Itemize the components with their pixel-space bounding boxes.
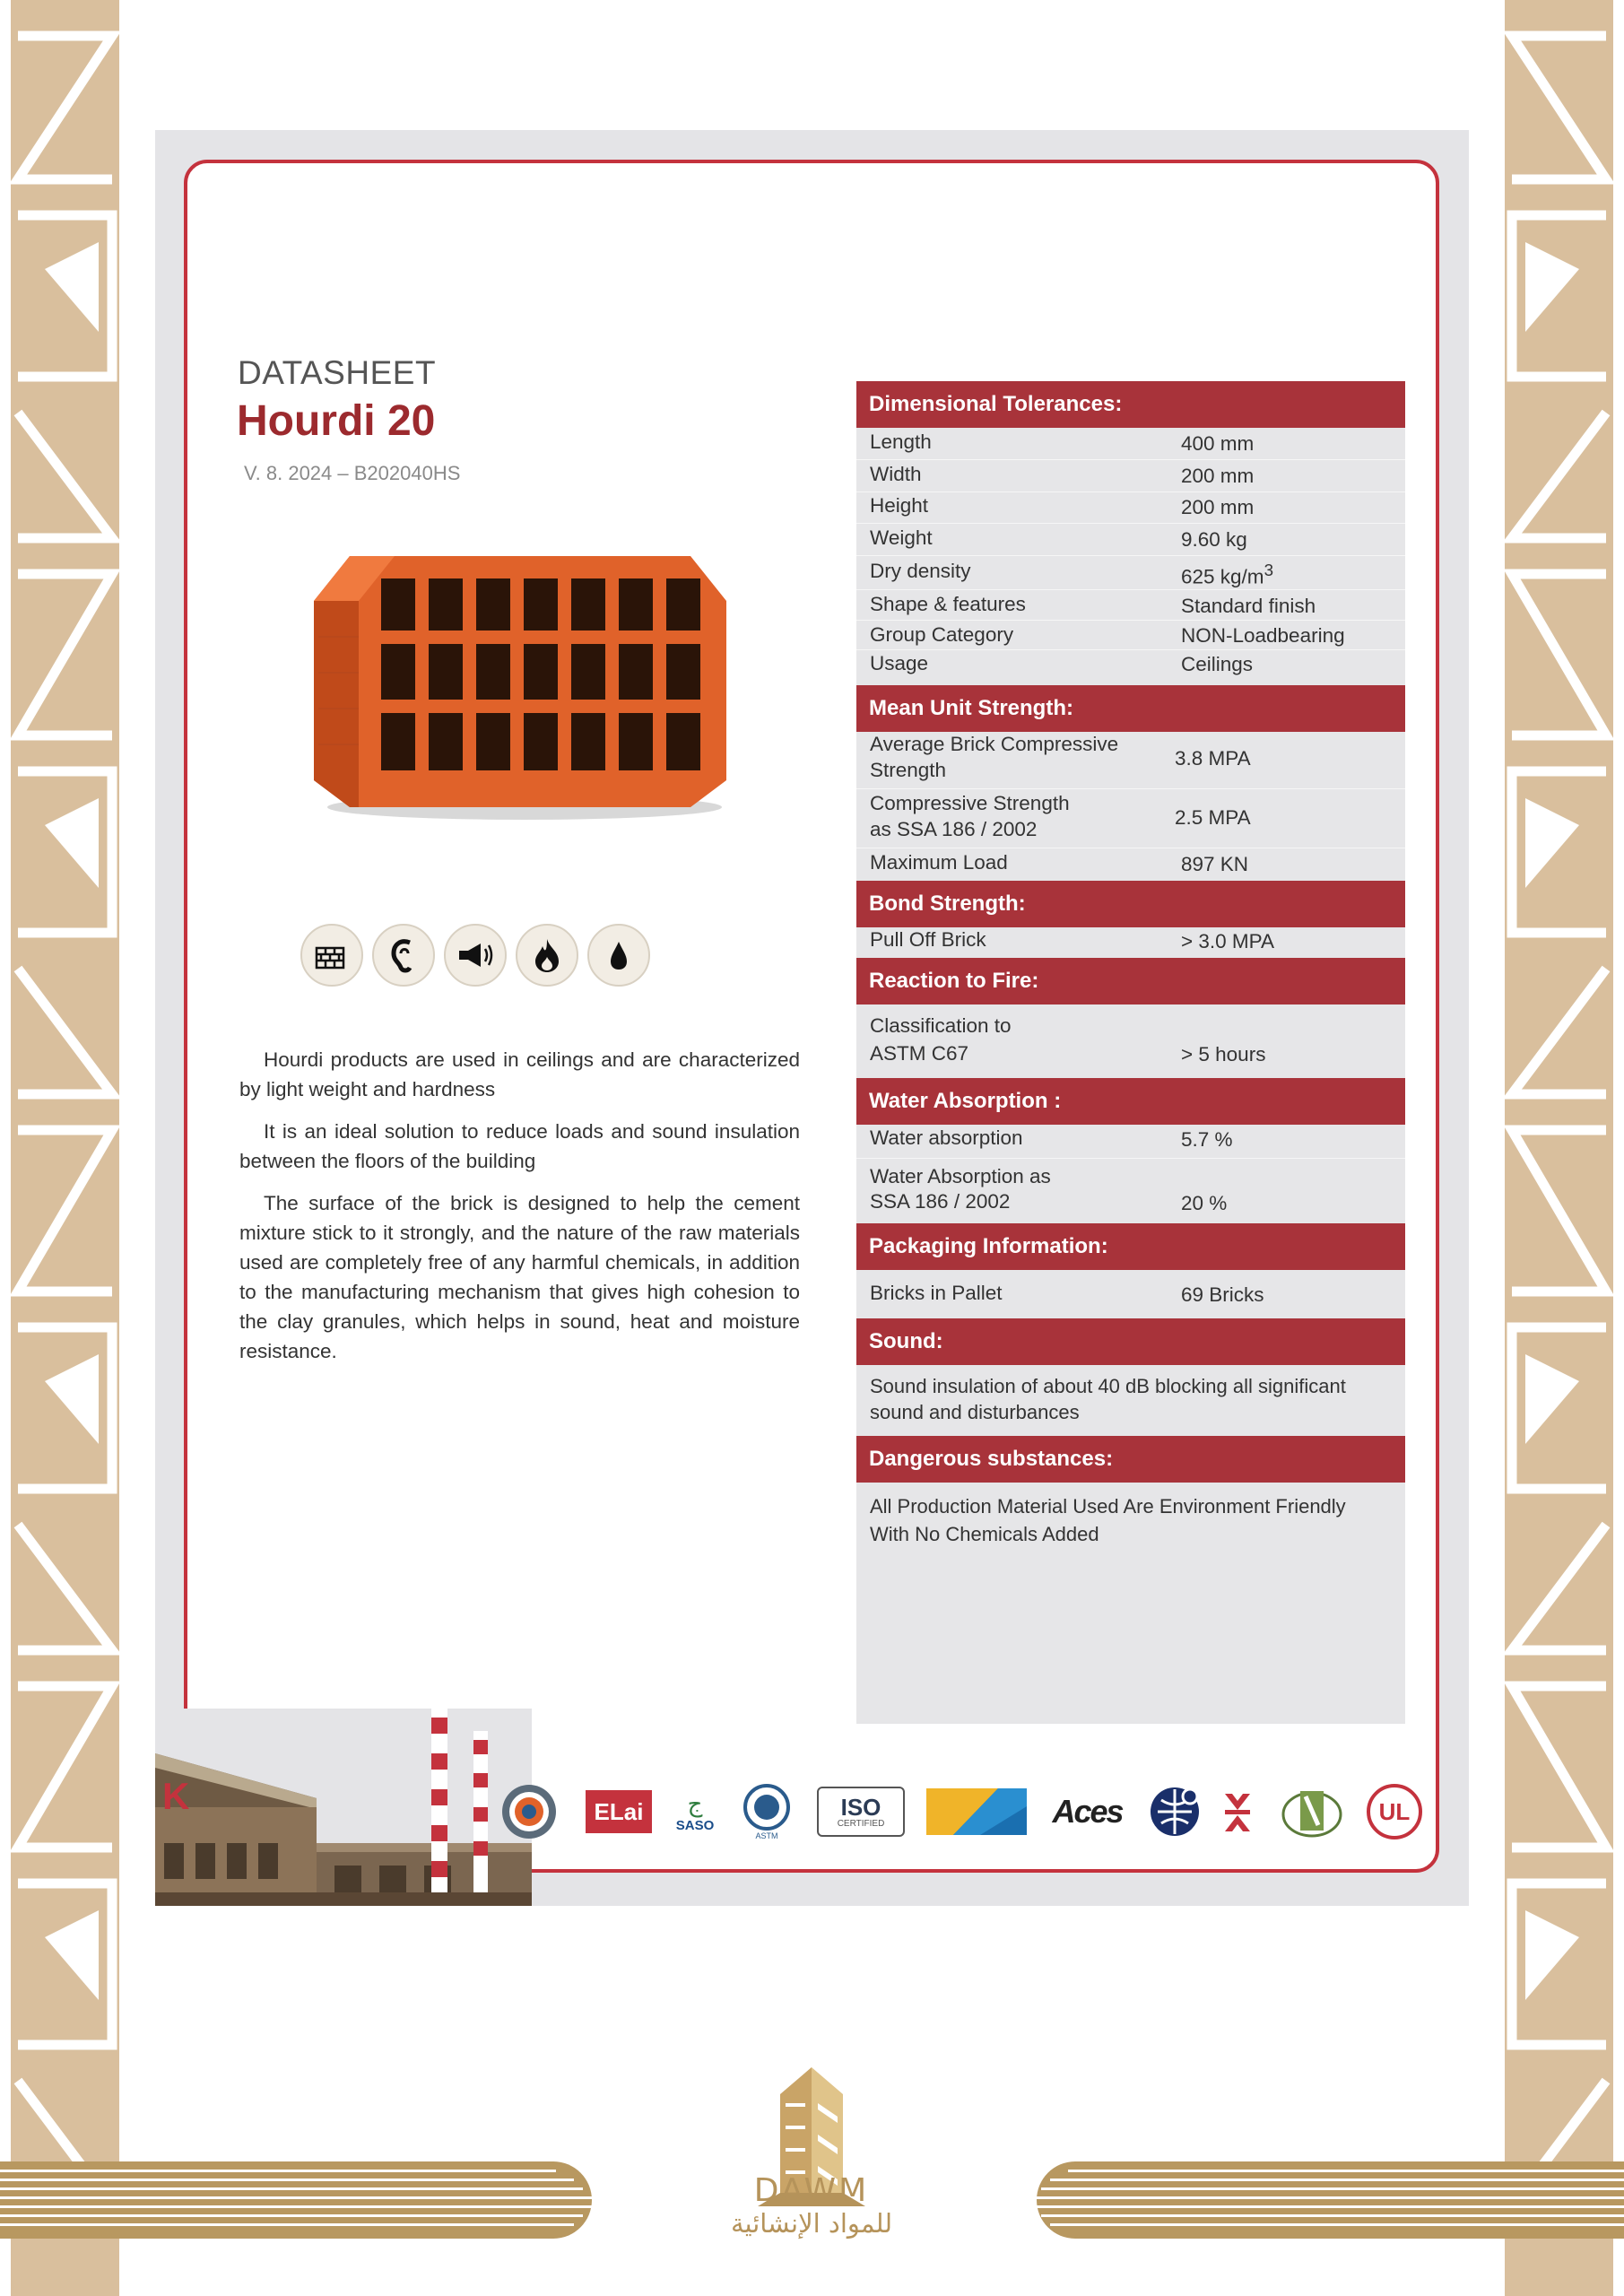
aces-logo — [1045, 1767, 1130, 1857]
quality-mark-logo — [925, 1767, 1028, 1857]
elai-logo — [583, 1767, 655, 1857]
section-header-dimensional: Dimensional Tolerances: — [856, 381, 1405, 428]
spec-key: Width — [870, 463, 922, 485]
saso-mark: ج — [687, 1790, 703, 1818]
elai-mark: ELai — [586, 1790, 652, 1833]
spec-value: 200 mm — [1181, 465, 1255, 487]
chimney-2 — [473, 1731, 488, 1906]
row-divider — [856, 788, 1405, 789]
spec-key: Compressive Strength — [870, 792, 1070, 814]
description-paragraph: The surface of the brick is designed to help the cement mixture stick to it strongly, and the nature of the raw materials used are completely free of any harmful chemicals, in addition to the manufacturing mechanism that gives high cohesion to the clay granules, which helps in sound, heat and moisture resistance. — [239, 1192, 800, 1362]
row-divider — [856, 1158, 1405, 1159]
factory-image — [155, 1709, 532, 1906]
spec-key: Water absorption — [870, 1126, 1023, 1149]
spec-value: 200 mm — [1181, 496, 1255, 518]
spec-value: 3.8 MPA — [1175, 747, 1251, 770]
iso-certified-label: CERTIFIED — [837, 1818, 885, 1829]
factory-logo-letter: K — [162, 1775, 190, 1817]
row-divider — [856, 620, 1405, 621]
chimney-1 — [431, 1709, 447, 1906]
spec-key: Shape & features — [870, 593, 1026, 615]
dangerous-text-line: All Production Material Used Are Environment Friendly — [870, 1495, 1346, 1518]
spec-key: Average Brick Compressive — [870, 733, 1119, 755]
arrows-logo — [1215, 1767, 1260, 1857]
spec-value: 400 mm — [1181, 432, 1255, 455]
certification-logos — [498, 1767, 1439, 1857]
spec-value: 9.60 kg — [1181, 528, 1247, 551]
brand-name-arabic: للمواد الإنشائية — [730, 2208, 893, 2239]
section-header-mean-unit-strength: Mean Unit Strength: — [856, 685, 1405, 732]
bottom-stripe-right — [1037, 2161, 1624, 2239]
row-divider — [856, 491, 1405, 492]
saso-label: SASO — [675, 1817, 715, 1833]
left-decorative-border — [0, 0, 130, 2296]
row-divider — [856, 589, 1405, 590]
spec-value: 69 Bricks — [1181, 1283, 1264, 1306]
hourdi-brick-image — [296, 538, 744, 825]
spec-key: Classification to — [870, 1014, 1012, 1037]
ul-mark: UL — [1367, 1784, 1422, 1839]
product-title: Hourdi 20 — [237, 397, 436, 445]
spec-key: Group Category — [870, 623, 1014, 646]
dry-density-value: 625 kg/m — [1181, 565, 1264, 588]
right-decorative-border — [1494, 0, 1624, 2296]
geometric-pattern — [1494, 0, 1624, 2296]
spec-value: 897 KN — [1181, 853, 1249, 875]
wall-icon — [300, 924, 363, 987]
spec-value: Ceilings — [1181, 653, 1254, 675]
spec-key-cont: ASTM C67 — [870, 1042, 969, 1065]
row-divider — [856, 523, 1405, 524]
section-header-sound: Sound: — [856, 1318, 1405, 1365]
description-paragraph: It is an ideal solution to reduce loads and sound insulation between the floors of the building — [239, 1120, 800, 1172]
spec-key: Length — [870, 430, 932, 453]
section-header-packaging: Packaging Information: — [856, 1223, 1405, 1270]
datasheet-label: DATASHEET — [238, 354, 437, 391]
geometric-pattern — [0, 0, 130, 2296]
globe-logo — [1143, 1767, 1206, 1857]
ear-icon — [372, 924, 435, 987]
section-header-reaction-to-fire: Reaction to Fire: — [856, 958, 1405, 1004]
sound-text-line: sound and disturbances — [870, 1401, 1080, 1423]
bottom-stripe-left — [0, 2161, 592, 2239]
sound-text-line: Sound insulation of about 40 dB blocking all significant — [870, 1375, 1346, 1397]
spec-key-cont: SSA 186 / 2002 — [870, 1190, 1011, 1213]
spec-key: Pull Off Brick — [870, 928, 986, 951]
spec-key: Usage — [870, 652, 929, 674]
spec-value: Standard finish — [1181, 595, 1316, 617]
saso-logo — [668, 1767, 722, 1857]
astm-logo — [735, 1767, 798, 1857]
spec-key: Water Absorption as — [870, 1165, 1051, 1187]
section-header-water-absorption: Water Absorption : — [856, 1078, 1405, 1125]
spec-key-cont: Strength — [870, 759, 947, 781]
spec-key: Maximum Load — [870, 851, 1008, 874]
spec-table — [856, 381, 1405, 1724]
section-header-bond-strength: Bond Strength: — [856, 881, 1405, 927]
spec-key: Bricks in Pallet — [870, 1282, 1003, 1304]
aces-mark: Aces — [1052, 1793, 1123, 1830]
spec-value: > 3.0 MPA — [1181, 930, 1275, 952]
unit-exponent: 3 — [1264, 561, 1273, 579]
section-header-dangerous-substances: Dangerous substances: — [856, 1436, 1405, 1483]
spec-value: > 5 hours — [1181, 1043, 1266, 1065]
description-paragraph: Hourdi products are used in ceilings and are characterized by light weight and hardness — [239, 1048, 800, 1100]
brand-name-english: DAWM — [753, 2172, 870, 2209]
emblem-logo — [1278, 1767, 1345, 1857]
spec-key: Weight — [870, 526, 933, 549]
dangerous-text-line: With No Chemicals Added — [870, 1523, 1099, 1545]
spec-key: Height — [870, 494, 929, 517]
product-description — [239, 1045, 800, 1378]
iso-certified-logo — [816, 1767, 906, 1857]
spec-value — [1181, 561, 1273, 589]
spec-value: 20 % — [1181, 1192, 1228, 1214]
row-divider — [856, 649, 1405, 650]
megaphone-icon — [444, 924, 507, 987]
row-divider — [856, 555, 1405, 556]
ul-logo — [1363, 1767, 1426, 1857]
water-drop-icon — [587, 924, 650, 987]
row-divider — [856, 459, 1405, 460]
spec-value: 2.5 MPA — [1175, 806, 1251, 829]
iso-label: ISO — [840, 1793, 881, 1821]
spec-key: Dry density — [870, 560, 971, 582]
fire-icon — [516, 924, 578, 987]
spec-key-cont: as SSA 186 / 2002 — [870, 818, 1038, 840]
gear-seal-logo — [498, 1767, 560, 1857]
spec-value: NON-Loadbearing — [1181, 624, 1345, 647]
astm-label: ASTM — [755, 1831, 778, 1840]
version-code: V. 8. 2024 – B202040HS — [244, 462, 461, 484]
spec-value: 5.7 % — [1181, 1128, 1233, 1151]
